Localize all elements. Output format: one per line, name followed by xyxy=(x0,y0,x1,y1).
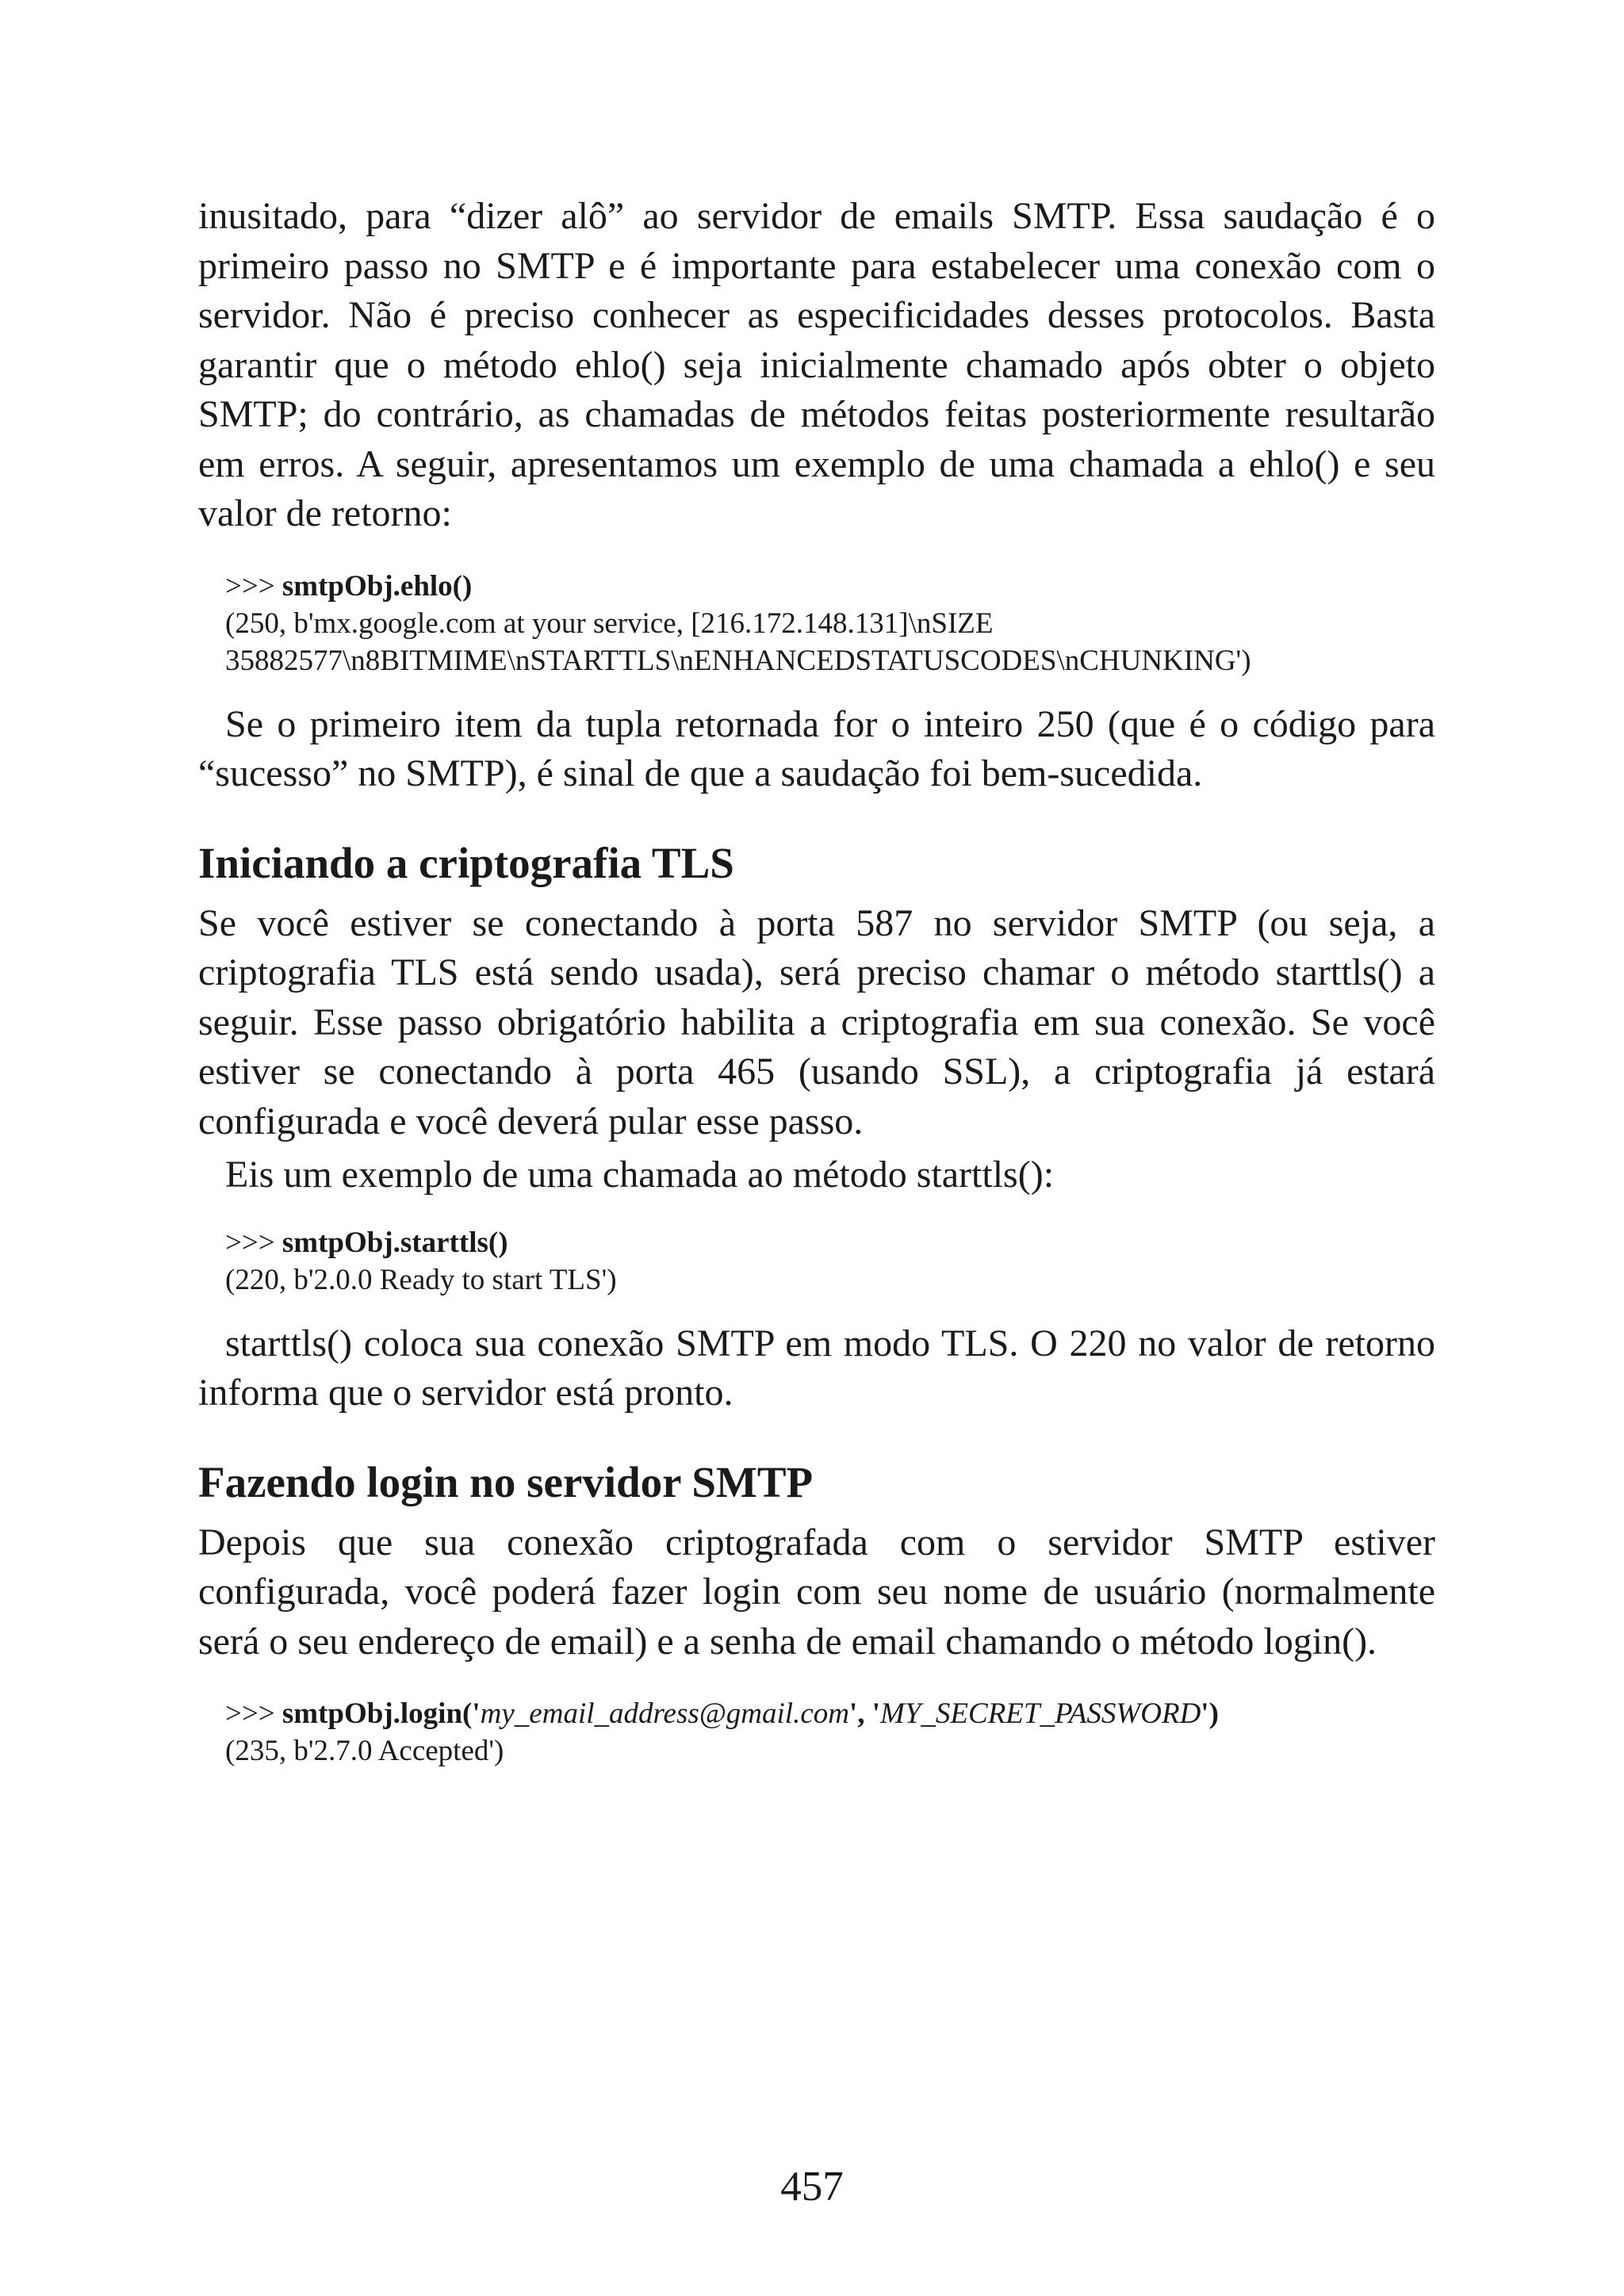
code-prompt: >>> xyxy=(225,1697,282,1730)
paragraph-tls: Se você estiver se conectando à porta 587 no servidor SMTP (ou seja, a criptografia TLS está sendo usada), será preciso chamar o método starttls() a seguir. Esse passo obrigatório habilita a criptografia em sua conexão. Se você estiver se conectando à porta 465 (usando SSL), a criptografia já estará configurada e você deverá pular esse passo. xyxy=(198,901,1435,1142)
code-arg-password: MY_SECRET_PASSWORD xyxy=(880,1697,1201,1730)
paragraph-intro: inusitado, para “dizer alô” ao servidor de emails SMTP. Essa saudação é o primeiro passo no SMTP e é importante para estabelecer uma conexão com o servidor. Não é preciso conhecer as especificidades desses protocolos. Basta garantir que o método ehlo() seja inicialmente chamado após obter o objeto SMTP; do contrário, as chamadas de métodos feitas posteriormente resultarão em erros. A seguir, apresentamos um exemplo de uma chamada a ehlo() e seu valor de retorno: xyxy=(198,195,1435,534)
code-arg-email: my_email_address@gmail.com xyxy=(480,1697,849,1730)
code-prompt: >>> xyxy=(225,569,282,603)
code-command: smtpObj.starttls() xyxy=(282,1226,508,1259)
code-prompt: >>> xyxy=(225,1226,282,1259)
page-content xyxy=(198,192,1435,1770)
code-block-ehlo xyxy=(225,568,1435,679)
page-number: 457 xyxy=(780,2164,844,2210)
code-block-login xyxy=(225,1695,1435,1770)
code-command-end: ') xyxy=(1201,1697,1219,1730)
section-heading-tls: Iniciando a criptografia TLS xyxy=(198,838,734,887)
code-command: smtpObj.ehlo() xyxy=(282,569,473,603)
code-output-line: 35882577\n8BITMIME\nSTARTTLS\nENHANCEDSTATUSCODES\nCHUNKING') xyxy=(225,644,1251,677)
paragraph-login: Depois que sua conexão criptografada com o servidor SMTP estiver configurada, você poderá fazer login com seu nome de usuário (normalmente será o seu endereço de email) e a senha de email chamando o método login(). xyxy=(198,1521,1435,1663)
code-output-line: (235, b'2.7.0 Accepted') xyxy=(225,1735,504,1767)
section-heading-login: Fazendo login no servidor SMTP xyxy=(198,1457,814,1506)
code-command-start: smtpObj.login(' xyxy=(282,1697,481,1730)
code-line-command xyxy=(225,1224,1435,1261)
code-block-starttls xyxy=(225,1224,1435,1299)
code-line-command xyxy=(225,1695,1435,1732)
code-output-line: (220, b'2.0.0 Ready to start TLS') xyxy=(225,1263,617,1296)
code-output-line: (250, b'mx.google.com at your service, [216.172.148.131]\nSIZE xyxy=(225,607,994,640)
paragraph-starttls-example: Eis um exemplo de uma chamada ao método starttls(): xyxy=(225,1154,1055,1196)
code-line-command xyxy=(225,568,1435,605)
paragraph-success: Se o primeiro item da tupla retornada for o inteiro 250 (que é o código para “sucesso” no SMTP), é sinal de que a saudação foi bem-sucedida. xyxy=(198,702,1435,794)
code-separator: ', ' xyxy=(848,1697,881,1730)
paragraph-starttls-result: starttls() coloca sua conexão SMTP em modo TLS. O 220 no valor de retorno informa que o servidor está pronto. xyxy=(198,1322,1435,1414)
